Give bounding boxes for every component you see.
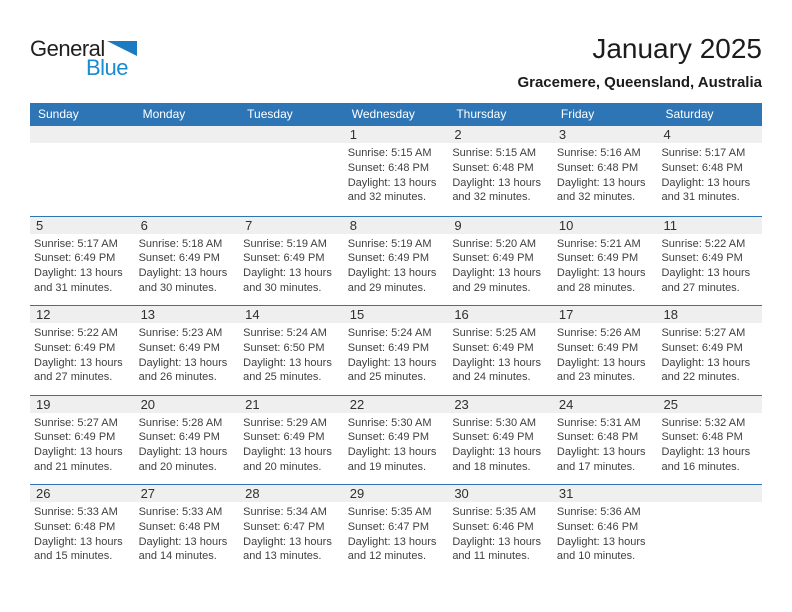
day-info — [657, 234, 762, 296]
day-cell — [239, 306, 344, 395]
sunrise-text: Sunrise: 5:22 AM — [661, 237, 746, 250]
daylight-text: Daylight: 13 hours and 31 minutes. — [661, 176, 751, 204]
day-cell — [553, 485, 658, 574]
daylight-text: Daylight: 13 hours and 16 minutes. — [661, 446, 751, 473]
daylight-text: Daylight: 13 hours and 24 minutes. — [452, 356, 541, 384]
sunset-text: Sunset: 6:48 PM — [452, 161, 534, 174]
day-cell — [657, 396, 762, 485]
sunset-text: Sunset: 6:49 PM — [34, 431, 116, 444]
calendar — [30, 103, 762, 574]
sunrise-text: Sunrise: 5:18 AM — [138, 237, 223, 250]
sunrise-text: Sunrise: 5:36 AM — [556, 506, 641, 518]
day-number: 2 — [448, 126, 553, 143]
week-row — [30, 484, 762, 574]
logo-triangle-icon — [107, 41, 137, 56]
weekday-label: Friday — [560, 107, 595, 121]
daylight-text: Daylight: 13 hours and 29 minutes. — [347, 267, 437, 294]
day-number: 19 — [30, 396, 135, 413]
sunset-text: Sunset: 6:49 PM — [138, 341, 220, 354]
daylight-text: Daylight: 13 hours and 28 minutes. — [556, 267, 646, 294]
daylight-text: Daylight: 13 hours and 32 minutes. — [452, 176, 541, 204]
empty-day-cell — [30, 126, 135, 216]
sunrise-text: Sunrise: 5:33 AM — [34, 506, 118, 518]
sunset-text: Sunset: 6:46 PM — [452, 520, 534, 533]
day-number: 23 — [448, 396, 553, 413]
day-info — [30, 323, 135, 385]
sunset-text: Sunset: 6:49 PM — [452, 341, 534, 354]
logo-text-general: General — [30, 36, 105, 61]
day-info — [553, 143, 658, 205]
sunrise-text: Sunrise: 5:22 AM — [34, 327, 118, 339]
day-number — [30, 126, 135, 143]
empty-day-cell — [135, 126, 240, 216]
daylight-text: Daylight: 13 hours and 30 minutes. — [138, 267, 228, 294]
day-number: 30 — [448, 485, 553, 502]
day-cell — [553, 306, 658, 395]
sunset-text: Sunset: 6:48 PM — [661, 161, 743, 174]
daylight-text: Daylight: 13 hours and 32 minutes. — [347, 176, 437, 204]
day-cell — [657, 306, 762, 395]
day-number — [657, 485, 762, 502]
day-cell — [239, 396, 344, 485]
sunset-text: Sunset: 6:47 PM — [243, 520, 325, 533]
day-info — [344, 413, 449, 475]
sunrise-text: Sunrise: 5:32 AM — [661, 416, 746, 429]
daylight-text: Daylight: 13 hours and 26 minutes. — [138, 356, 228, 384]
sunset-text: Sunset: 6:48 PM — [556, 431, 639, 444]
day-info — [448, 323, 553, 385]
daylight-text: Daylight: 13 hours and 23 minutes. — [556, 356, 646, 384]
day-number: 11 — [657, 217, 762, 234]
sunset-text: Sunset: 6:48 PM — [34, 520, 116, 533]
daylight-text: Daylight: 13 hours and 27 minutes. — [34, 356, 123, 384]
day-info — [30, 502, 135, 564]
day-cell — [344, 306, 449, 395]
daylight-text: Daylight: 13 hours and 13 minutes. — [243, 535, 332, 563]
daylight-text: Daylight: 13 hours and 15 minutes. — [34, 535, 123, 563]
day-cell — [657, 217, 762, 306]
day-cell — [448, 217, 553, 306]
day-info — [239, 234, 344, 296]
sunset-text: Sunset: 6:49 PM — [556, 341, 639, 354]
sunrise-text: Sunrise: 5:26 AM — [556, 327, 641, 339]
sunrise-text: Sunrise: 5:20 AM — [452, 237, 537, 250]
sunrise-text: Sunrise: 5:35 AM — [347, 506, 432, 518]
sunset-text: Sunset: 6:49 PM — [138, 252, 220, 265]
day-cell — [448, 396, 553, 485]
day-cell — [135, 396, 240, 485]
sunrise-text: Sunrise: 5:23 AM — [138, 327, 223, 339]
day-number — [135, 126, 240, 143]
sunrise-text: Sunrise: 5:15 AM — [347, 147, 432, 159]
sunset-text: Sunset: 6:50 PM — [243, 341, 325, 354]
day-cell — [344, 485, 449, 574]
day-number: 31 — [553, 485, 658, 502]
day-info — [344, 323, 449, 385]
sunrise-text: Sunrise: 5:33 AM — [138, 506, 223, 518]
sunrise-text: Sunrise: 5:28 AM — [138, 416, 223, 429]
page-header — [0, 0, 792, 103]
daylight-text: Daylight: 13 hours and 18 minutes. — [452, 446, 541, 473]
day-info — [135, 323, 240, 385]
weekday-label: Tuesday — [247, 107, 293, 121]
day-info — [344, 502, 449, 564]
title-block — [517, 32, 762, 92]
day-number: 10 — [553, 217, 658, 234]
day-info — [448, 234, 553, 296]
day-number: 15 — [344, 306, 449, 323]
sunset-text: Sunset: 6:48 PM — [347, 161, 430, 174]
sunrise-text: Sunrise: 5:31 AM — [556, 416, 641, 429]
sunset-text: Sunset: 6:47 PM — [347, 520, 430, 533]
day-number: 29 — [344, 485, 449, 502]
weekday-label: Saturday — [665, 107, 714, 121]
daylight-text: Daylight: 13 hours and 31 minutes. — [34, 267, 123, 294]
daylight-text: Daylight: 13 hours and 22 minutes. — [661, 356, 751, 384]
day-cell — [135, 485, 240, 574]
sunset-text: Sunset: 6:49 PM — [347, 431, 430, 444]
general-blue-logo — [30, 36, 160, 86]
sunset-text: Sunset: 6:49 PM — [34, 341, 116, 354]
daylight-text: Daylight: 13 hours and 17 minutes. — [556, 446, 646, 473]
day-number: 16 — [448, 306, 553, 323]
daylight-text: Daylight: 13 hours and 21 minutes. — [34, 446, 123, 473]
day-cell — [30, 217, 135, 306]
sunset-text: Sunset: 6:49 PM — [347, 341, 430, 354]
daylight-text: Daylight: 13 hours and 19 minutes. — [347, 446, 437, 473]
sunrise-text: Sunrise: 5:15 AM — [452, 147, 537, 159]
day-number: 8 — [344, 217, 449, 234]
day-number: 14 — [239, 306, 344, 323]
day-number: 28 — [239, 485, 344, 502]
day-info — [344, 143, 449, 205]
sunset-text: Sunset: 6:49 PM — [661, 252, 743, 265]
day-info — [553, 413, 658, 475]
day-info — [448, 143, 553, 205]
weekday-header-row — [30, 103, 762, 126]
sunrise-text: Sunrise: 5:19 AM — [243, 237, 327, 250]
day-number: 17 — [553, 306, 658, 323]
day-number: 25 — [657, 396, 762, 413]
day-number: 7 — [239, 217, 344, 234]
sunset-text: Sunset: 6:49 PM — [138, 431, 220, 444]
sunset-text: Sunset: 6:49 PM — [347, 252, 430, 265]
sunset-text: Sunset: 6:49 PM — [661, 341, 743, 354]
sunrise-text: Sunrise: 5:19 AM — [347, 237, 432, 250]
day-cell — [135, 217, 240, 306]
sunrise-text: Sunrise: 5:24 AM — [243, 327, 327, 339]
day-number: 18 — [657, 306, 762, 323]
day-info — [30, 234, 135, 296]
logo-text-blue: Blue — [86, 55, 129, 80]
sunset-text: Sunset: 6:48 PM — [661, 431, 743, 444]
empty-day-cell — [239, 126, 344, 216]
day-number: 9 — [448, 217, 553, 234]
day-cell — [344, 396, 449, 485]
sunrise-text: Sunrise: 5:27 AM — [661, 327, 746, 339]
day-cell — [135, 306, 240, 395]
day-info — [448, 413, 553, 475]
day-info — [657, 323, 762, 385]
weekday-label: Monday — [142, 107, 186, 121]
daylight-text: Daylight: 13 hours and 29 minutes. — [452, 267, 541, 294]
sunrise-text: Sunrise: 5:17 AM — [34, 237, 118, 250]
day-number: 27 — [135, 485, 240, 502]
sunrise-text: Sunrise: 5:24 AM — [347, 327, 432, 339]
day-number: 3 — [553, 126, 658, 143]
sunrise-text: Sunrise: 5:16 AM — [556, 147, 641, 159]
day-cell — [553, 126, 658, 216]
day-number: 5 — [30, 217, 135, 234]
page-subtitle: Gracemere, Queensland, Australia — [517, 74, 762, 91]
day-number: 22 — [344, 396, 449, 413]
daylight-text: Daylight: 13 hours and 32 minutes. — [556, 176, 646, 204]
day-cell — [553, 217, 658, 306]
sunset-text: Sunset: 6:49 PM — [452, 252, 534, 265]
daylight-text: Daylight: 13 hours and 25 minutes. — [243, 356, 332, 384]
weekday-label: Wednesday — [351, 107, 415, 121]
empty-day-cell — [657, 485, 762, 574]
day-cell — [30, 306, 135, 395]
day-cell — [448, 485, 553, 574]
daylight-text: Daylight: 13 hours and 10 minutes. — [556, 535, 646, 563]
calendar-grid — [30, 126, 762, 574]
week-row — [30, 305, 762, 395]
day-number: 12 — [30, 306, 135, 323]
day-number: 6 — [135, 217, 240, 234]
daylight-text: Daylight: 13 hours and 27 minutes. — [661, 267, 751, 294]
sunset-text: Sunset: 6:49 PM — [556, 252, 639, 265]
day-cell — [553, 396, 658, 485]
day-info — [239, 323, 344, 385]
day-info — [553, 502, 658, 564]
day-cell — [657, 126, 762, 216]
day-info — [239, 413, 344, 475]
day-cell — [448, 126, 553, 216]
daylight-text: Daylight: 13 hours and 20 minutes. — [138, 446, 228, 473]
sunrise-text: Sunrise: 5:29 AM — [243, 416, 327, 429]
daylight-text: Daylight: 13 hours and 25 minutes. — [347, 356, 437, 384]
day-info — [135, 502, 240, 564]
sunrise-text: Sunrise: 5:30 AM — [452, 416, 537, 429]
day-info — [553, 234, 658, 296]
weekday-label: Thursday — [456, 107, 507, 121]
day-cell — [239, 485, 344, 574]
day-number — [239, 126, 344, 143]
day-cell — [344, 126, 449, 216]
day-cell — [448, 306, 553, 395]
sunrise-text: Sunrise: 5:27 AM — [34, 416, 118, 429]
sunset-text: Sunset: 6:48 PM — [138, 520, 220, 533]
day-info — [448, 502, 553, 564]
day-number: 13 — [135, 306, 240, 323]
day-info — [239, 502, 344, 564]
sunrise-text: Sunrise: 5:34 AM — [243, 506, 327, 518]
day-info — [553, 323, 658, 385]
week-row — [30, 126, 762, 216]
day-info — [657, 143, 762, 205]
day-info — [135, 234, 240, 296]
day-number: 4 — [657, 126, 762, 143]
day-cell — [30, 396, 135, 485]
day-number: 1 — [344, 126, 449, 143]
day-info — [135, 413, 240, 475]
sunrise-text: Sunrise: 5:35 AM — [452, 506, 537, 518]
day-number: 24 — [553, 396, 658, 413]
sunrise-text: Sunrise: 5:21 AM — [556, 237, 641, 250]
weekday-label: Sunday — [38, 107, 79, 121]
page-title: January 2025 — [592, 33, 762, 64]
daylight-text: Daylight: 13 hours and 20 minutes. — [243, 446, 332, 473]
daylight-text: Daylight: 13 hours and 14 minutes. — [138, 535, 228, 563]
sunset-text: Sunset: 6:49 PM — [243, 252, 325, 265]
daylight-text: Daylight: 13 hours and 12 minutes. — [347, 535, 437, 563]
week-row — [30, 395, 762, 485]
day-info — [344, 234, 449, 296]
sunset-text: Sunset: 6:48 PM — [556, 161, 639, 174]
day-cell — [30, 485, 135, 574]
sunset-text: Sunset: 6:49 PM — [452, 431, 534, 444]
sunset-text: Sunset: 6:46 PM — [556, 520, 639, 533]
week-row — [30, 216, 762, 306]
daylight-text: Daylight: 13 hours and 11 minutes. — [452, 535, 541, 563]
sunrise-text: Sunrise: 5:25 AM — [452, 327, 537, 339]
day-info — [657, 413, 762, 475]
sunset-text: Sunset: 6:49 PM — [34, 252, 116, 265]
sunrise-text: Sunrise: 5:17 AM — [661, 147, 746, 159]
day-info — [30, 413, 135, 475]
daylight-text: Daylight: 13 hours and 30 minutes. — [243, 267, 332, 294]
sunset-text: Sunset: 6:49 PM — [243, 431, 325, 444]
sunrise-text: Sunrise: 5:30 AM — [347, 416, 432, 429]
day-number: 21 — [239, 396, 344, 413]
day-number: 26 — [30, 485, 135, 502]
day-cell — [344, 217, 449, 306]
day-number: 20 — [135, 396, 240, 413]
day-cell — [239, 217, 344, 306]
